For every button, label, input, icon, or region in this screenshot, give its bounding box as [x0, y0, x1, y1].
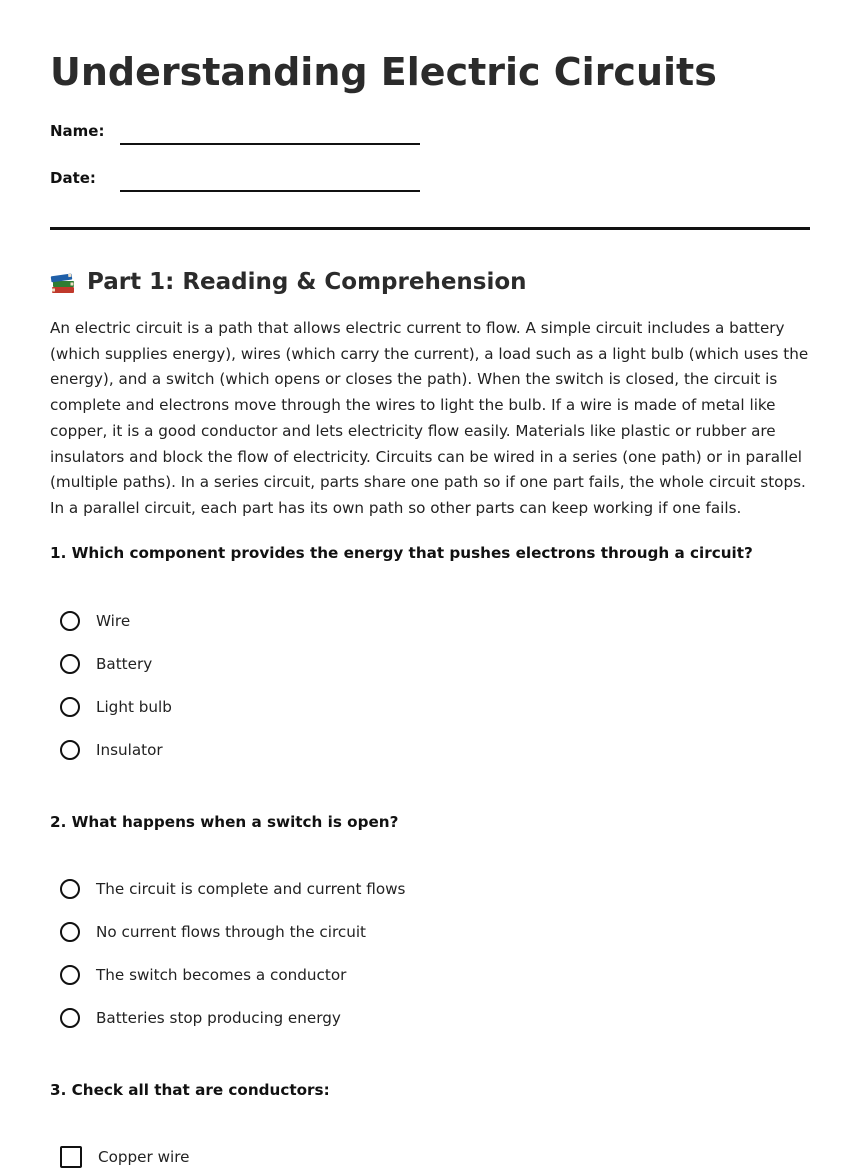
radio-button[interactable]	[60, 697, 80, 717]
option-label: The switch becomes a conductor	[96, 966, 347, 984]
question-3-text: 3. Check all that are conductors:	[50, 1081, 330, 1099]
option-label: Insulator	[96, 741, 163, 759]
question-1-option[interactable]	[60, 608, 130, 634]
option-label: The circuit is complete and current flows	[96, 880, 406, 898]
radio-button[interactable]	[60, 965, 80, 985]
question-2-option[interactable]	[60, 1005, 341, 1031]
reading-passage: An electric circuit is a path that allows electric current to flow. A simple circuit includes a battery (which supplies energy), wires (which carry the current), a load such as a light bulb (which uses the energy), and a switch (which opens or closes the path). When the switch is closed, the circuit is complete and electrons move through the wires to light the bulb. If a wire is made of metal like copper, it is a good conductor and lets electricity flow easily. Materials like plastic or rubber are insulators and block the flow of electricity. Circuits can be wired in a series (one path) or in parallel (multiple paths). In a series circuit, parts share one path so if one part fails, the whole circuit stops. In a parallel circuit, each part has its own path so other parts can keep working if one fails.	[50, 319, 809, 517]
question-1-option[interactable]	[60, 651, 152, 677]
radio-button[interactable]	[60, 922, 80, 942]
header-divider	[50, 227, 810, 230]
radio-button[interactable]	[60, 1008, 80, 1028]
question-1-option[interactable]	[60, 737, 163, 763]
question-1-text: 1. Which component provides the energy that pushes electrons through a circuit?	[50, 544, 753, 562]
radio-button[interactable]	[60, 740, 80, 760]
question-1-option[interactable]	[60, 694, 172, 720]
option-label: Battery	[96, 655, 153, 673]
option-label: Wire	[96, 612, 131, 630]
question-2-text: 2. What happens when a switch is open?	[50, 813, 399, 831]
checkbox[interactable]	[60, 1146, 82, 1168]
question-2-option[interactable]	[60, 876, 405, 902]
question-3-option[interactable]	[60, 1144, 190, 1170]
question-2-option[interactable]	[60, 962, 346, 988]
section-heading-part-1	[50, 266, 527, 298]
name-field	[50, 122, 470, 152]
option-label: Light bulb	[96, 698, 172, 716]
date-input-line[interactable]	[120, 190, 420, 192]
option-label: Copper wire	[98, 1148, 190, 1166]
name-label: Name:	[50, 122, 105, 140]
radio-button[interactable]	[60, 611, 80, 631]
question-2-option[interactable]	[60, 919, 366, 945]
section-title: Part 1: Reading & Comprehension	[87, 269, 527, 295]
books-icon	[50, 270, 76, 294]
option-label: Batteries stop producing energy	[96, 1009, 341, 1027]
option-label: No current flows through the circuit	[96, 923, 366, 941]
page-title: Understanding Electric Circuits	[50, 50, 717, 94]
date-label: Date:	[50, 169, 96, 187]
name-input-line[interactable]	[120, 143, 420, 145]
date-field	[50, 169, 470, 199]
radio-button[interactable]	[60, 879, 80, 899]
radio-button[interactable]	[60, 654, 80, 674]
